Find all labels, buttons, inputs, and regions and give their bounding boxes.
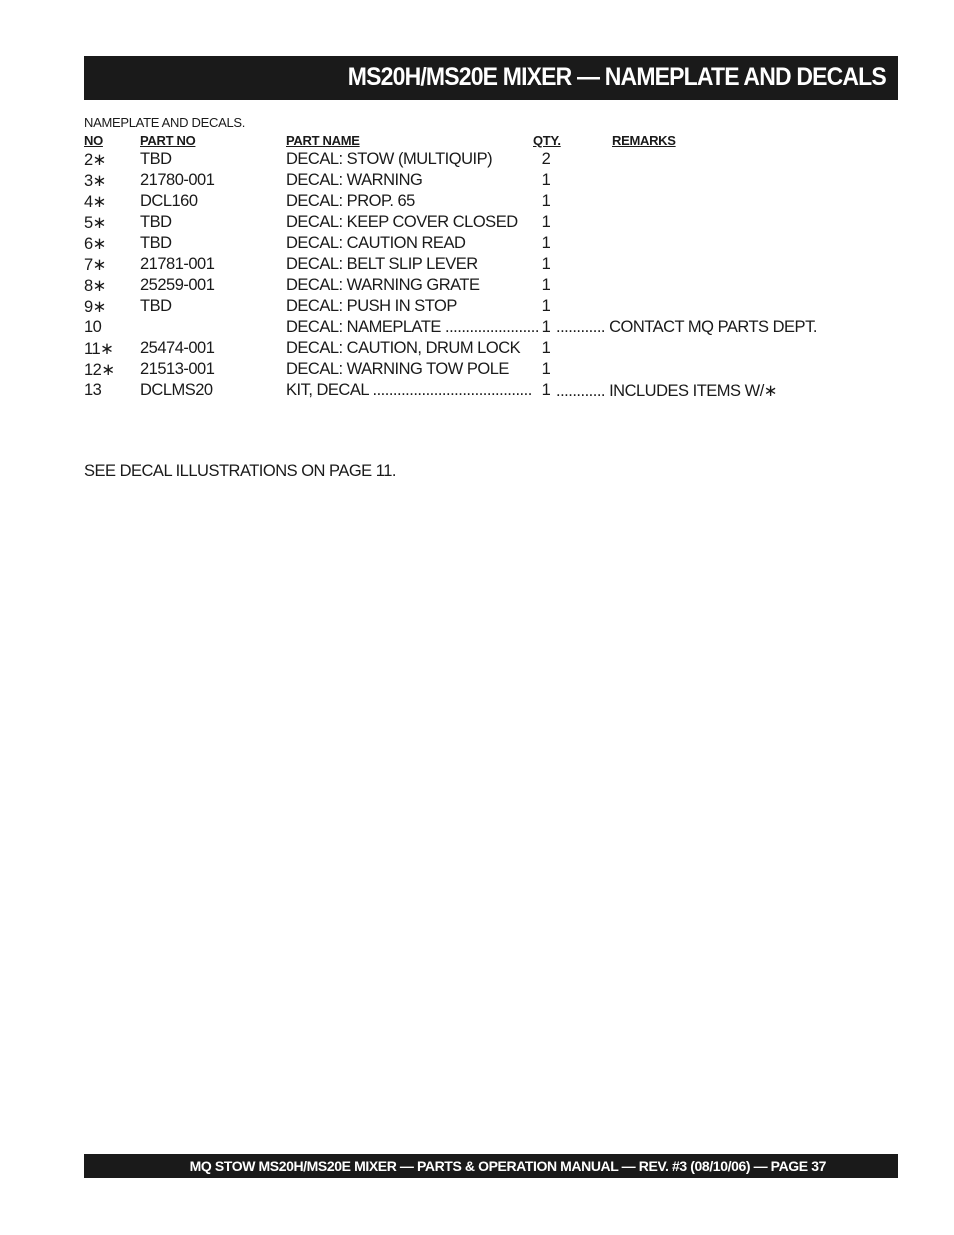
row-remarks: ............ CONTACT MQ PARTS DEPT.	[556, 318, 817, 336]
row-no: 3∗	[84, 172, 107, 190]
row-part-no: DCL160	[140, 192, 198, 210]
row-qty: 1	[541, 213, 551, 231]
row-part-name: DECAL: WARNING	[286, 171, 423, 189]
row-qty: 1	[541, 318, 551, 336]
column-header-part-name: PART NAME	[286, 133, 360, 148]
row-part-no: TBD	[140, 297, 172, 315]
row-part-no: DCLMS20	[140, 381, 213, 399]
row-part-name: DECAL: PUSH IN STOP	[286, 297, 457, 315]
table-row	[84, 276, 884, 297]
table-row	[84, 318, 884, 339]
row-part-name: DECAL: CAUTION READ	[286, 234, 466, 252]
row-no: 6∗	[84, 235, 107, 253]
column-header-part-no: PART NO	[140, 133, 196, 148]
row-qty: 1	[541, 255, 551, 273]
row-qty: 1	[541, 234, 551, 252]
table-row	[84, 381, 884, 402]
row-no: 4∗	[84, 193, 107, 211]
table-row	[84, 150, 884, 171]
table-row	[84, 255, 884, 276]
footer-text: MQ STOW MS20H/MS20E MIXER — PARTS & OPERATION MANUAL — REV. #3 (08/10/06) — PAGE 37	[189, 1158, 826, 1174]
row-no: 2∗	[84, 151, 107, 169]
row-remarks: ............ INCLUDES ITEMS W/∗	[556, 382, 778, 400]
parts-table-header	[84, 133, 884, 149]
table-row	[84, 360, 884, 381]
row-no: 11∗	[84, 340, 114, 358]
column-header-no: NO	[84, 133, 103, 148]
column-header-qty: QTY.	[533, 133, 561, 148]
row-part-name: DECAL: WARNING TOW POLE	[286, 360, 509, 378]
decal-illustrations-note: SEE DECAL ILLUSTRATIONS ON PAGE 11.	[84, 462, 396, 480]
page-title: MS20H/MS20E MIXER — NAMEPLATE AND DECALS	[347, 63, 886, 91]
row-qty: 2	[541, 150, 551, 168]
table-row	[84, 213, 884, 234]
row-no: 5∗	[84, 214, 107, 232]
table-row	[84, 297, 884, 318]
column-header-remarks: REMARKS	[612, 133, 676, 148]
section-label: NAMEPLATE AND DECALS.	[84, 115, 246, 130]
table-row	[84, 192, 884, 213]
row-part-name: KIT, DECAL .......................................	[286, 381, 532, 399]
table-row	[84, 339, 884, 360]
row-no: 8∗	[84, 277, 107, 295]
row-part-name: DECAL: WARNING GRATE	[286, 276, 480, 294]
row-no: 7∗	[84, 256, 107, 274]
row-part-name: DECAL: CAUTION, DRUM LOCK	[286, 339, 521, 357]
table-row	[84, 171, 884, 192]
row-part-name: DECAL: BELT SLIP LEVER	[286, 255, 478, 273]
row-no: 13	[84, 381, 102, 399]
row-part-name: DECAL: KEEP COVER CLOSED	[286, 213, 518, 231]
row-qty: 1	[541, 381, 551, 399]
table-row	[84, 234, 884, 255]
row-part-name: DECAL: STOW (MULTIQUIP)	[286, 150, 493, 168]
page-title-bar	[84, 56, 898, 100]
row-part-name: DECAL: NAMEPLATE .......................	[286, 318, 539, 336]
row-part-no: 25259-001	[140, 276, 215, 294]
row-part-no: TBD	[140, 150, 172, 168]
row-qty: 1	[541, 297, 551, 315]
row-part-no: 21781-001	[140, 255, 215, 273]
row-qty: 1	[541, 192, 551, 210]
row-no: 9∗	[84, 298, 107, 316]
row-no: 12∗	[84, 361, 115, 379]
row-qty: 1	[541, 171, 551, 189]
row-part-no: TBD	[140, 234, 172, 252]
row-no: 10	[84, 318, 102, 336]
row-part-name: DECAL: PROP. 65	[286, 192, 415, 210]
row-qty: 1	[541, 360, 551, 378]
row-qty: 1	[541, 339, 551, 357]
row-qty: 1	[541, 276, 551, 294]
row-part-no: 25474-001	[140, 339, 215, 357]
row-part-no: 21513-001	[140, 360, 215, 378]
parts-table	[84, 150, 884, 402]
row-part-no: 21780-001	[140, 171, 215, 189]
row-part-no: TBD	[140, 213, 172, 231]
page-footer	[84, 1154, 898, 1178]
